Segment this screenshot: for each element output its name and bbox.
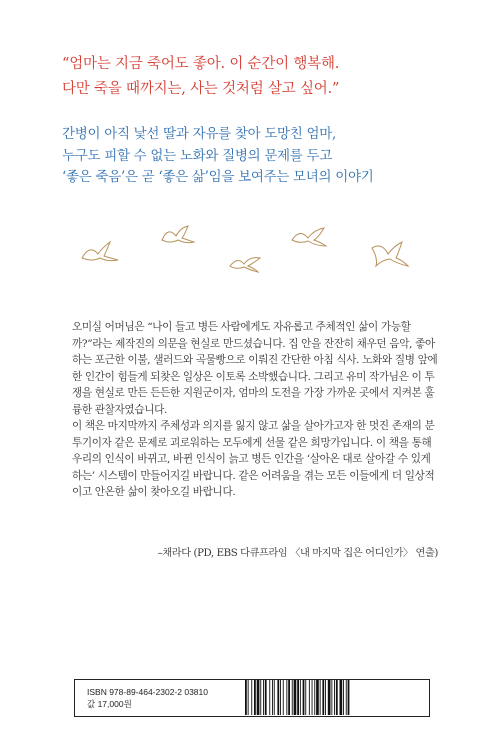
bird-icon [228,254,262,274]
barcode-bar [316,680,319,715]
barcode-bar [334,680,335,715]
barcode-box [74,679,430,717]
barcode-bar [288,680,290,715]
barcode-bar [277,680,279,715]
tagline-line-1: 간병이 아직 낯선 딸과 자유를 찾아 도망친 엄마, [62,126,337,142]
barcode-bar [336,680,338,715]
barcode-bar [292,680,293,715]
barcode-icon [245,680,425,715]
endorsement-paragraph-1: 오미실 어머님은 “나이 들고 병든 사람에게도 자유롭고 주체적인 삶이 가능할까?”라는 제작진의 의문을 현실로 만드셨습니다. 집 안을 잔잔히 채우던 음악, 좋아하는 포근한 이불, 샐러드와 곡물빵으로 이뤄진 간단한 아침 식사. 노화와 질병 앞에 한 인간이 힘들게 되찾은 일상은 이토록 소박했습니다. 그리고 유미 작가님은 이 투쟁을 현실로 만든 든든한 지원군이자, 엄마의 도전을 가장 가까운 곳에서 지켜본 훌륭한 관찰자였습니다. [72,321,438,416]
barcode-bar [280,680,281,715]
tagline-line-2: 누구도 피할 수 없는 노화와 질병의 문제를 두고 [62,147,333,164]
barcode-bar [272,680,273,715]
barcode-bar [312,680,313,715]
bird-icon [80,240,120,264]
barcode-bar [260,680,261,715]
barcode-bar [343,680,344,715]
barcode-bar [305,680,306,715]
barcode-bar [325,680,326,715]
barcode-bar [245,680,247,715]
endorsement-signature: –채라다 (PD, EBS 다큐프라임 〈내 마지막 집은 어디인가〉 연출) [157,548,438,559]
barcode-bar [254,680,256,715]
endorsement-text [72,319,438,501]
pull-quote-line-2: 다만 죽을 때까지는, 사는 것처럼 살고 싶어.” [62,81,340,97]
barcode-bar [269,680,270,715]
barcode-bar [263,680,264,715]
barcode-bar [303,680,305,715]
bird-icon [160,224,196,248]
barcode-bar [320,680,321,715]
barcode-bar [294,680,297,715]
barcode-bar [286,680,287,715]
barcode-bar [300,680,301,715]
barcode-bar [283,680,284,715]
price: 값 17,000원 [87,699,132,709]
barcode-bar [340,680,343,715]
bird-icon [290,226,328,248]
isbn-number: ISBN 978-89-464-2302-2 03810 [87,687,208,697]
barcode-bar [297,680,299,715]
isbn-block [87,686,208,710]
barcode-bar [322,680,324,715]
barcode-bar [248,680,249,715]
barcode-bar [274,680,275,715]
barcode-bar [257,680,260,715]
barcode-bar [251,680,252,715]
barcode-bar [265,680,267,715]
tagline [62,124,462,189]
tagline-line-3: ‘좋은 죽음’은 곧 ‘좋은 삶’임을 보여주는 모녀의 이야기 [62,169,374,185]
pull-quote [62,52,462,102]
barcode-bar [309,680,310,715]
barcode-bar [331,680,332,715]
pull-quote-line-1: “엄마는 지금 죽어도 좋아. 이 순간이 행복해. [62,56,340,72]
flying-birds-illustration [0,200,500,290]
barcode-bar [328,680,331,715]
bird-icon [370,240,410,268]
endorsement-paragraph-2: 이 책은 마지막까지 주체성과 의지를 잃지 않고 삶을 살아가고자 한 멋진 존재의 분투기이자 같은 문제로 괴로워하는 모두에게 선물 같은 희망가입니다. 이 책을 통해 우리의 인식이 바뀌고, 바뀐 인식이 늙고 병든 인간을 ‘살아온 대로 살아갈 수 있게 하는’ 시스템이 만들어지길 바랍니다. 같은 어려움을 겪는 모든 이들에게 더 일상적이고 안온한 삶이 찾아오길 바랍니다. [72,420,435,498]
barcode-bar [314,680,315,715]
barcode-bar [348,680,350,715]
barcode-bar [346,680,347,715]
